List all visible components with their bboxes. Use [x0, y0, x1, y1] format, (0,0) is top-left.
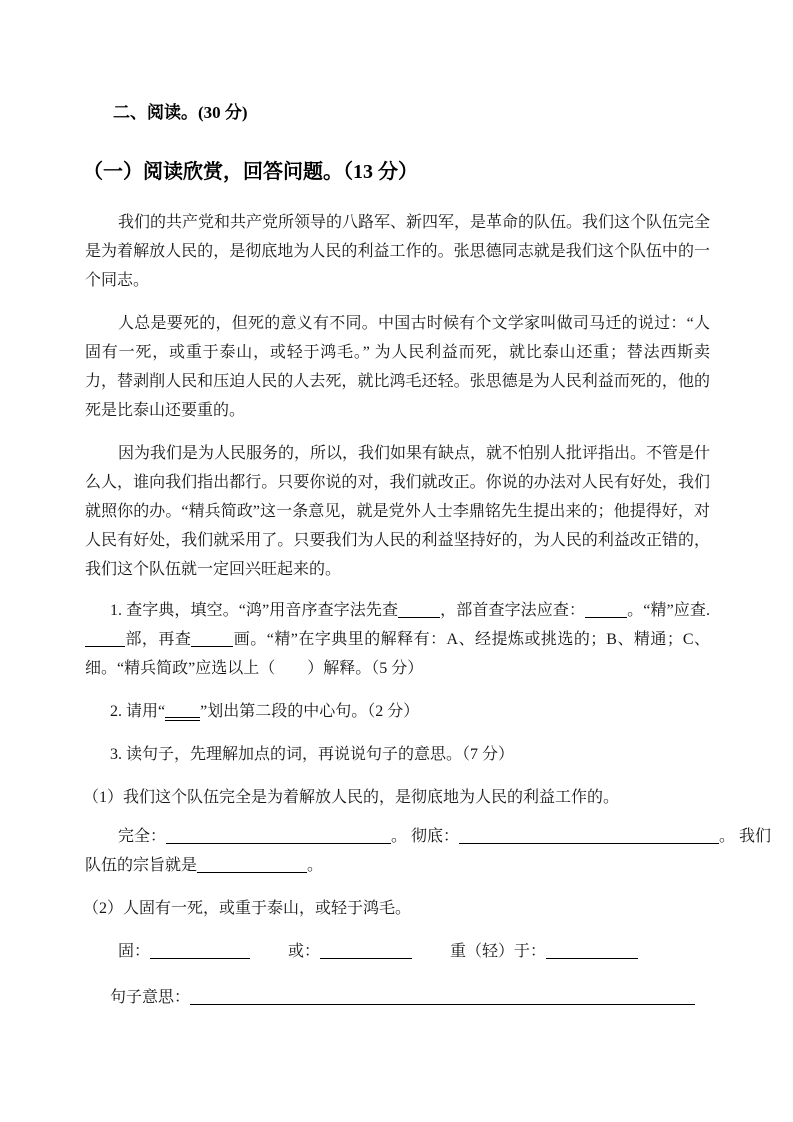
fill-in-blank [320, 942, 412, 959]
passage-paragraph-1: 我们的共产党和共产党所领导的八路军、新四军，是革命的队伍。我们这个队伍完全是为着解放人民的，是彻底地为人民的利益工作的。张思德同志就是我们这个队伍中的一个同志。 [85, 214, 711, 289]
word-group-huo [288, 943, 412, 960]
section-title: 二、阅读。(30 分) [113, 103, 248, 122]
answer-label-huo: 或： [288, 943, 321, 960]
question-1-text: 画。“精”在字典里的解释有：A、经提炼或挑选的；B、精通；C、细。“精兵简政”应选以上（ ）解释。（5 分） [85, 631, 710, 677]
word-group-zhongyu [450, 943, 638, 960]
answer-punctuation: 。 [307, 857, 324, 874]
double-underline-blank [165, 703, 200, 721]
word-group-gu [118, 943, 250, 960]
answer-line-words [85, 937, 775, 966]
question-1-text: 部，再查 [125, 631, 192, 648]
fill-in-blank [150, 942, 250, 959]
fill-in-blank [398, 601, 440, 618]
sub-question-2: （2）人固有一死，或重于泰山，或轻于鸿毛。 [83, 900, 412, 917]
question-3: 3. 读句子，先理解加点的词，再说说句子的意思。（7 分） [110, 746, 515, 763]
sub-question-1: （1）我们这个队伍完全是为着解放人民的，是彻底地为人民的利益工作的。 [83, 789, 620, 806]
question-1-text: 1. 查字典，填空。“鸿”用音序查字法先查 [110, 602, 399, 619]
answer-label-sentence-meaning: 句子意思： [110, 989, 191, 1006]
answer-label-wanquan: 完全： [118, 828, 167, 845]
answer-label-zongzhi: 。 我们队伍的宗旨就是 [85, 828, 772, 874]
subsection-title: （一）阅读欣赏，回答问题。（13 分） [83, 161, 418, 183]
passage-paragraph-3: 因为我们是为人民服务的，所以，我们如果有缺点，就不怕别人批评指出。不管是什么人，谁向我们指出都行。只要你说的对，我们就改正。你说的办法对人民有好处，我们就照你的办。“精兵简政”这一条意见，就是党外人士李鼎铭先生提出来的；他提得好，对人民有好处，我们就采用了。只要我们为人民的利益坚持好的，为人民的利益改正错的，我们这个队伍就一定回兴旺起来的。 [85, 445, 711, 578]
fill-in-blank [191, 630, 233, 647]
answer-label-gu: 固： [118, 943, 151, 960]
question-2-text: 2. 请用“ [110, 703, 166, 720]
answer-label-chedi: 。 彻底： [391, 828, 460, 845]
fill-in-blank [197, 856, 307, 873]
passage-paragraph-2: 人总是要死的，但死的意义有不同。中国古时候有个文学家叫做司马迁的说过：“人固有一死，或重于泰山，或轻于鸿毛。” 为人民利益而死，就比泰山还重；替法西斯卖力，替剥削人民和压迫人民的人去死，就比鸿毛还轻。张思德是为人民利益而死的，他的死是比泰山还要重的。 [85, 315, 710, 419]
question-1-text: ，部首查字法应查： [440, 602, 586, 619]
fill-in-blank [85, 630, 125, 647]
question-2 [85, 697, 710, 726]
question-2-text: ”划出第二段的中心句。（2 分） [200, 703, 420, 720]
fill-in-blank [190, 988, 695, 1005]
fill-in-blank [166, 827, 391, 844]
fill-in-blank [546, 942, 638, 959]
question-1 [85, 596, 710, 683]
answer-line-sentence-meaning [85, 983, 745, 1012]
answer-label-zhongyu: 重（轻）于： [450, 943, 547, 960]
fill-in-blank [459, 827, 719, 844]
question-1-text: 。“精”应查. [627, 602, 710, 619]
answer-line-definitions [85, 822, 775, 880]
fill-in-blank [585, 601, 627, 618]
